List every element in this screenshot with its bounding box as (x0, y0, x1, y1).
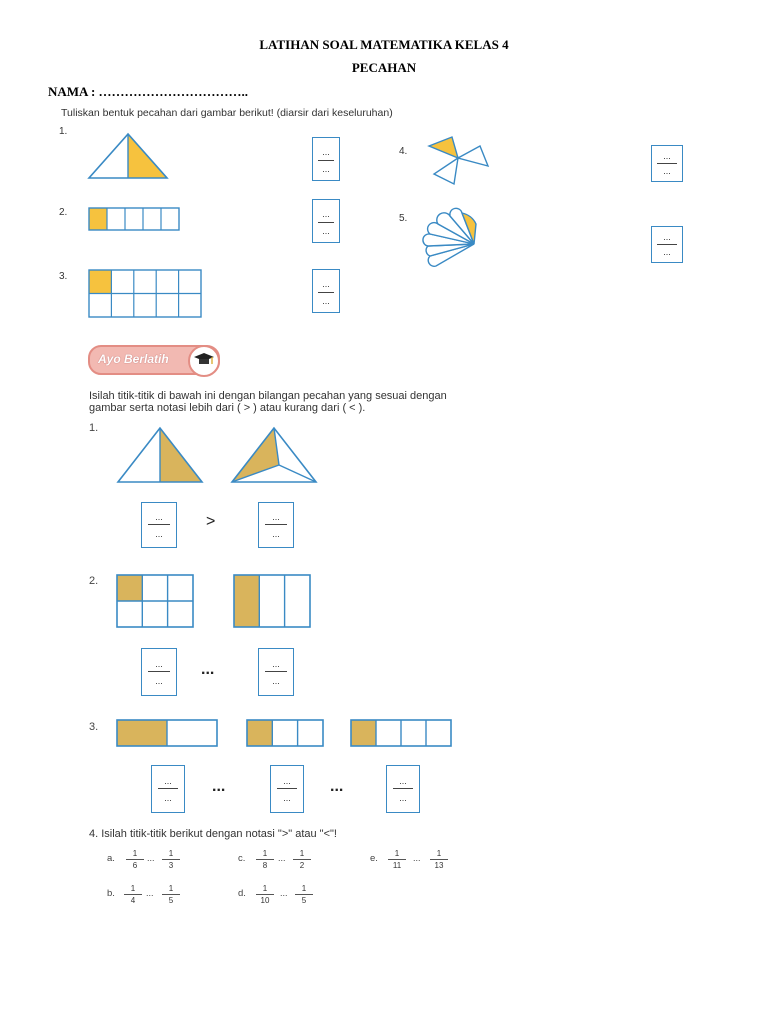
fraction-a-right (160, 849, 182, 870)
fraction-bar (318, 160, 335, 161)
compare-blank-ex3-a[interactable]: ... (212, 778, 226, 795)
fraction-e-left (386, 849, 408, 870)
item-e-label: e. (370, 853, 378, 864)
fraction-bar (318, 222, 335, 223)
answer-box-4[interactable] (651, 145, 683, 182)
triangle-half-shaded-figure (88, 133, 168, 179)
numerator: 1 (436, 849, 442, 858)
grid-ten-parts-figure (88, 269, 202, 318)
fraction-d-left (254, 884, 276, 905)
compare-blank-c[interactable]: ... (278, 853, 286, 863)
fraction-b-left (122, 884, 144, 905)
page-subtitle: PECAHAN (351, 60, 417, 75)
compare-blank-d[interactable]: ... (280, 888, 288, 898)
strip-two-parts-figure (116, 719, 218, 747)
instruction-part4: 4. Isilah titik-titik berikut dengan notasi ">" atau "<"! (89, 828, 337, 840)
denominator: 3 (168, 861, 174, 870)
denominator-blank: ... (322, 164, 330, 174)
question-number-4: 4. (399, 146, 408, 157)
grid-six-parts-figure (116, 574, 194, 628)
fraction-bar (158, 788, 178, 789)
triangles-pinwheel-figure (428, 136, 490, 186)
denominator: 6 (132, 861, 138, 870)
fraction-b-right (160, 884, 182, 905)
triangle-half-shaded-figure (117, 427, 203, 483)
exercise-number-1: 1. (89, 422, 99, 434)
denominator-blank: ... (272, 529, 280, 539)
numerator-blank: ... (283, 776, 291, 786)
fraction-bar (393, 788, 413, 789)
strip-five-parts-figure (88, 207, 180, 231)
denominator-blank: ... (322, 296, 330, 306)
fraction-bar (265, 524, 287, 525)
item-b-label: b. (107, 888, 115, 899)
denominator: 11 (392, 861, 402, 870)
numerator-blank: ... (272, 659, 280, 669)
answer-box-2[interactable] (312, 199, 340, 243)
instruction-part2-line1: Isilah titik-titik di bawah ini dengan bilangan pecahan yang sesuai dengan (89, 390, 447, 402)
fraction-bar (295, 894, 313, 895)
triangle-third-shaded-figure (231, 427, 317, 483)
denominator: 13 (434, 861, 444, 870)
fraction-bar (277, 788, 297, 789)
numerator-blank: ... (155, 512, 163, 522)
fraction-bar (430, 859, 448, 860)
numerator: 1 (168, 849, 174, 858)
answer-box-3[interactable] (312, 269, 340, 313)
fraction-c-right (291, 849, 313, 870)
item-c-label: c. (238, 853, 246, 864)
numerator-blank: ... (322, 147, 330, 157)
fraction-bar (148, 524, 170, 525)
exercise-number-2: 2. (89, 575, 99, 587)
fan-petals-figure (426, 212, 478, 274)
question-number-5: 5. (399, 213, 408, 224)
answer-box-ex3-2[interactable] (270, 765, 304, 813)
item-a-label: a. (107, 853, 115, 864)
graduation-cap-icon (188, 345, 220, 377)
exercise-number-3: 3. (89, 721, 99, 733)
fraction-d-right (293, 884, 315, 905)
numerator: 1 (130, 884, 136, 893)
denominator: 10 (260, 896, 270, 905)
fraction-bar (657, 163, 676, 164)
question-number-2: 2. (59, 207, 68, 218)
answer-box-ex1-right[interactable] (258, 502, 294, 548)
numerator: 1 (301, 884, 307, 893)
numerator-blank: ... (663, 151, 671, 161)
fraction-bar (293, 859, 311, 860)
numerator: 1 (262, 884, 268, 893)
fraction-bar (318, 292, 335, 293)
fraction-bar (256, 859, 274, 860)
name-field-label: NAMA : …………………………….. (48, 84, 249, 99)
denominator: 4 (130, 896, 136, 905)
numerator: 1 (299, 849, 305, 858)
question-number-3: 3. (59, 271, 68, 282)
instruction-part1: Tuliskan bentuk pecahan dari gambar berikut! (diarsir dari keseluruhan) (61, 107, 393, 119)
strip-three-parts-figure (246, 719, 324, 747)
fraction-bar (388, 859, 406, 860)
fraction-bar (162, 859, 180, 860)
item-d-label: d. (238, 888, 246, 899)
numerator-blank: ... (155, 659, 163, 669)
numerator: 1 (168, 884, 174, 893)
answer-box-5[interactable] (651, 226, 683, 263)
denominator-blank: ... (155, 529, 163, 539)
fraction-bar (126, 859, 144, 860)
compare-blank-b[interactable]: ... (146, 888, 154, 898)
answer-box-ex2-left[interactable] (141, 648, 177, 696)
question-number-1: 1. (59, 126, 68, 137)
fraction-a-left (124, 849, 146, 870)
numerator-blank: ... (272, 512, 280, 522)
fraction-c-left (254, 849, 276, 870)
strip-four-parts-figure (350, 719, 452, 747)
denominator-blank: ... (399, 793, 407, 803)
numerator: 1 (132, 849, 138, 858)
numerator-blank: ... (663, 232, 671, 242)
numerator-blank: ... (322, 209, 330, 219)
denominator: 8 (262, 861, 268, 870)
compare-blank-ex3-b[interactable]: ... (330, 778, 344, 795)
denominator: 5 (168, 896, 174, 905)
page-title: LATIHAN SOAL MATEMATIKA KELAS 4 (259, 37, 509, 52)
fraction-bar (148, 671, 170, 672)
fraction-bar (657, 244, 676, 245)
compare-blank-e[interactable]: ... (413, 853, 421, 863)
ayo-berlatih-label: Ayo Berlatih (98, 352, 169, 366)
fraction-bar (162, 894, 180, 895)
grid-three-parts-figure (233, 574, 311, 628)
compare-blank-ex2[interactable]: ... (201, 661, 215, 678)
compare-blank-a[interactable]: ... (147, 853, 155, 863)
denominator: 5 (301, 896, 307, 905)
numerator: 1 (262, 849, 268, 858)
answer-box-1[interactable] (312, 137, 340, 181)
compare-sign-ex1: > (206, 513, 216, 530)
denominator-blank: ... (663, 247, 671, 257)
instruction-part2-line2: gambar serta notasi lebih dari ( > ) atau kurang dari ( < ). (89, 402, 366, 414)
answer-box-ex1-left[interactable] (141, 502, 177, 548)
answer-box-ex2-right[interactable] (258, 648, 294, 696)
denominator-blank: ... (663, 166, 671, 176)
numerator: 1 (394, 849, 400, 858)
denominator-blank: ... (283, 793, 291, 803)
numerator-blank: ... (164, 776, 172, 786)
numerator-blank: ... (322, 279, 330, 289)
denominator-blank: ... (322, 226, 330, 236)
denominator-blank: ... (272, 676, 280, 686)
denominator: 2 (299, 861, 305, 870)
fraction-bar (124, 894, 142, 895)
answer-box-ex3-3[interactable] (386, 765, 420, 813)
denominator-blank: ... (155, 676, 163, 686)
numerator-blank: ... (399, 776, 407, 786)
fraction-bar (256, 894, 274, 895)
fraction-bar (265, 671, 287, 672)
ayo-berlatih-banner (88, 345, 220, 375)
answer-box-ex3-1[interactable] (151, 765, 185, 813)
denominator-blank: ... (164, 793, 172, 803)
fraction-e-right (428, 849, 450, 870)
